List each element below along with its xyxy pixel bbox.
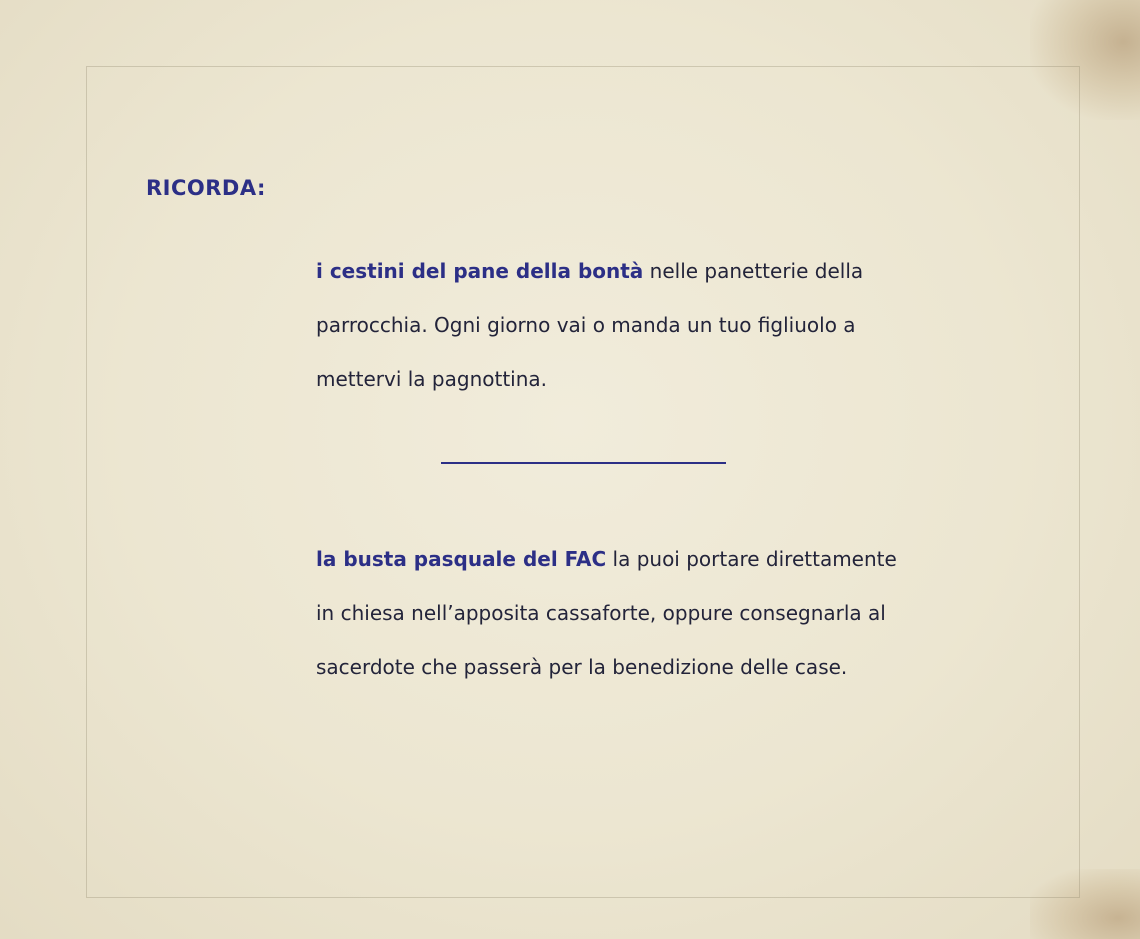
separator-line (441, 462, 726, 464)
bread-baskets-line3: mettervi la pagnottina. (316, 367, 548, 391)
easter-envelope-line1: la puoi portare direttamente (606, 547, 897, 571)
bread-baskets-line2: parrocchia. Ogni giorno vai o manda un tuo figliuolo a (316, 313, 856, 337)
reminder-easter-envelope (316, 532, 1016, 694)
easter-envelope-line2: in chiesa nell’apposita cassaforte, oppure consegnarla al (316, 601, 886, 625)
reminder-bread-baskets (316, 244, 1016, 406)
easter-envelope-emphasis: la busta pasquale del FAC (316, 547, 607, 571)
heading-ricorda: RICORDA: (146, 176, 266, 200)
easter-envelope-line3: sacerdote che passerà per la benedizione delle case. (316, 655, 848, 679)
bread-baskets-emphasis: i cestini del pane della bontà (316, 259, 644, 283)
bread-baskets-line1: nelle panetterie della (643, 259, 864, 283)
